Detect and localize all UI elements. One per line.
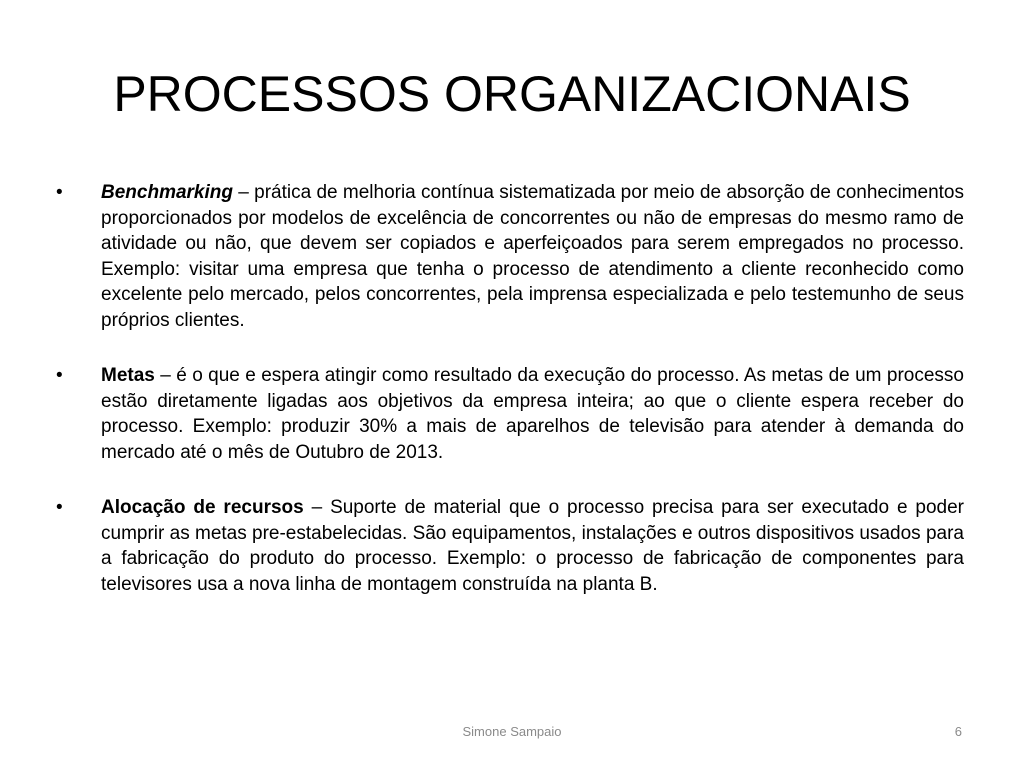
bullet-separator: – (303, 497, 331, 518)
bullet-marker: • (56, 497, 63, 518)
bullet-term: Alocação de recursos (101, 497, 304, 518)
slide-page-number: 6 (954, 724, 962, 739)
bullet-separator: – (232, 182, 255, 203)
bullet-marker: • (56, 365, 63, 386)
bullet-benchmarking (56, 180, 964, 333)
slide-title: PROCESSOS ORGANIZACIONAIS (113, 66, 911, 122)
bullet-list (56, 180, 964, 627)
bullet-marker: • (56, 182, 63, 203)
footer-author: Simone Sampaio (462, 724, 562, 739)
bullet-term: Benchmarking (101, 182, 233, 203)
bullet-text: Suporte de material que o processo precisa para ser executado e poder cumprir as metas pre-estabelecidas. São equipamentos, instalações e outros dispositivos usados para a fabricação do produto do processo. Exemplo: o processo de fabricação de componentes para televisores usa a nova linha de montagem construída na planta B. (101, 497, 964, 595)
bullet-metas (56, 363, 964, 465)
bullet-text: prática de melhoria contínua sistematizada por meio de absorção de conhecimentos proporcionados por modelos de excelência de concorrentes ou não de empresas do mesmo ramo de atividade ou não, que devem ser copiados e aperfeiçoados para serem empregados no processo. Exemplo: visitar uma empresa que tenha o processo de atendimento a cliente reconhecido como excelente pelo mercado, pelos concorrentes, pela imprensa especializada e pelo testemunho de seus próprios clientes. (101, 182, 964, 331)
bullet-alocacao-de-recursos (56, 495, 964, 597)
bullet-text: é o que e espera atingir como resultado da execução do processo. As metas de um processo estão diretamente ligadas aos objetivos da empresa inteira; ao que o cliente espera receber do processo. Exemplo: produzir 30% a mais de aparelhos de televisão para atender à demanda do mercado até o mês de Outubro de 2013. (101, 365, 964, 463)
bullet-term: Metas (101, 365, 155, 386)
bullet-separator: – (154, 365, 177, 386)
